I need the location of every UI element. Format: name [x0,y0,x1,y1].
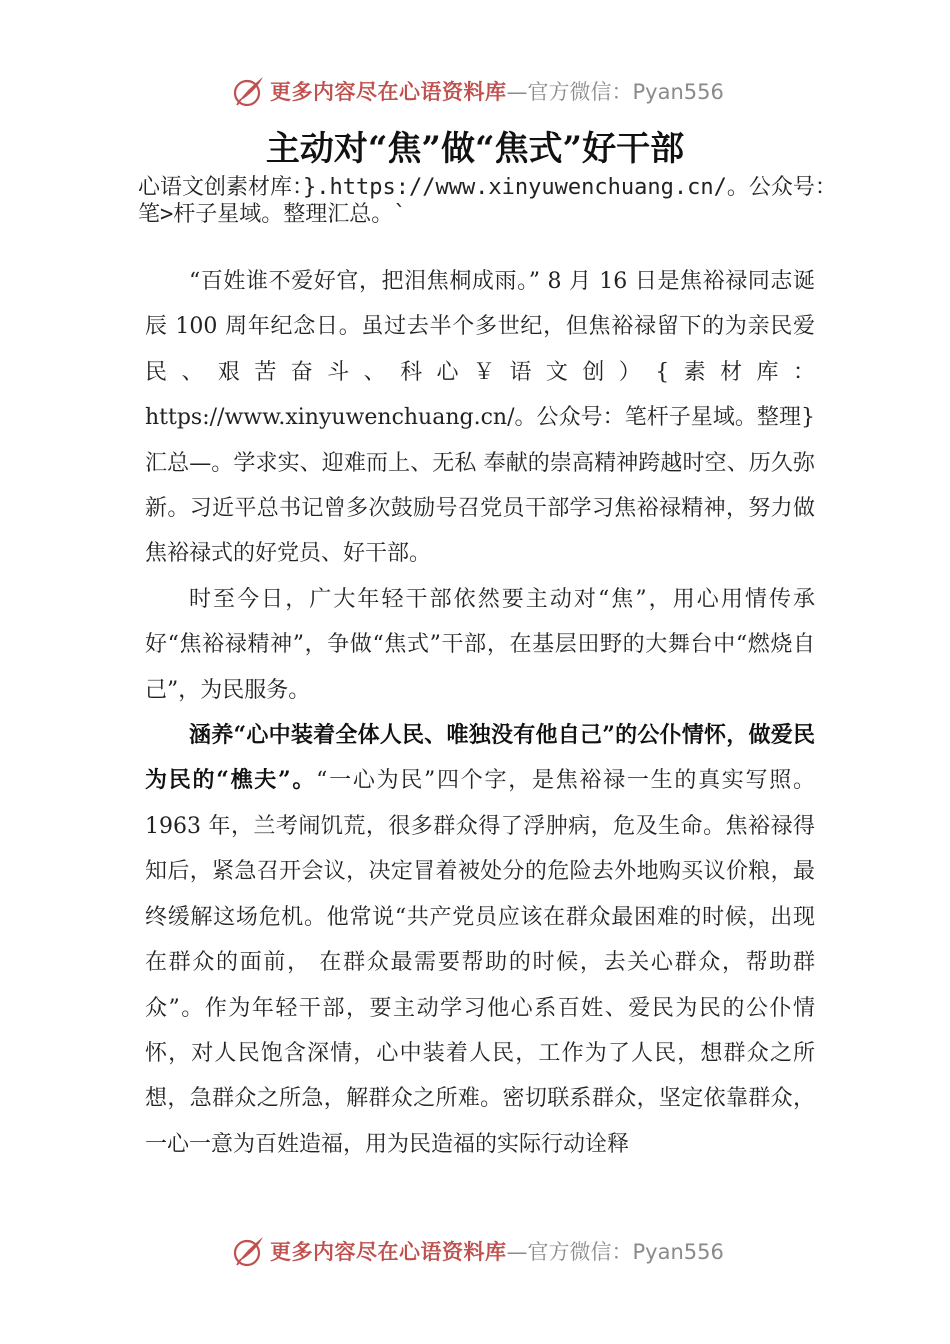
source-line: 心语文创素材库：}.https://www.xinyuwenchuang.cn/。公众号：笔>杆子星域。整理汇总。` [138,175,837,227]
footer-banner [0,1232,950,1272]
paragraph-2: 时至今日，广大年轻干部依然要主动对“焦”，用心用情传承好“焦裕禄精神”，争做“焦式”干部，在基层田野的大舞台中“燃烧自己”，为民服务。 [145,586,815,703]
document-body [145,259,815,1167]
banner-text [270,78,724,106]
banner-wechat-text: 官方微信：Pyan556 [527,80,724,104]
paragraph-1: “百姓谁不爱好官，把泪焦桐成雨。” 8 月 16 日是焦裕禄同志诞辰 100 周年纪念日。虽过去半个多世纪，但焦裕禄留下的为亲民爱民、艰苦奋斗、科心￥语文创）{素材库：https://www.xinyuwenchuang.cn/。公众号：笔杆子星域。整理}汇总—。学求实、迎难而上、无私 奉献的崇高精神跨越时空、历久弥新。习近平总书记曾多次鼓励号召党员干部学习焦裕禄精神，努力做焦裕禄式的好党员、好干部。 [145,269,815,567]
banner-main-text: 更多内容尽在心语资料库 [270,80,507,104]
quill-logo-icon [232,74,266,108]
paragraph-3-text: “一心为民”四个字，是焦裕禄一生的真实写照。1963 年，兰考闹饥荒，很多群众得了浮肿病，危及生命。焦裕禄得知后，紧急召开会议，决定冒着被处分的危险去外地购买议价粮，最终缓解这场危机。他常说“共产党员应该在群众最困难的时候，出现在群众的面前， 在群众最需要帮助的时候，去关心群众，帮助群众”。作为年轻干部，要主动学习他心系百姓、爱民为民的公仆情怀，对人民饱含深情，心中装着人民，工作为了人民，想群众之所想，急群众之所急，解群众之所难。密切联系群众，坚定依靠群众，一心一意为百姓造福，用为民造福的实际行动诠释 [145,768,815,1157]
banner-dash: — [506,1240,528,1264]
paragraph-3 [145,713,815,1167]
document-title: 主动对“焦”做“焦式”好干部 [265,129,685,169]
banner-wechat-text: 官方微信：Pyan556 [527,1240,724,1264]
banner-text [270,1238,724,1266]
header-banner [0,72,950,112]
banner-main-text: 更多内容尽在心语资料库 [270,1240,507,1264]
quill-logo-icon [232,1234,266,1268]
banner-dash: — [506,80,528,104]
section-heading: 涵养“心中装着全体人民、唯独没有他自己”的公仆情怀，做爱民为民的“樵夫”。 [145,722,815,794]
